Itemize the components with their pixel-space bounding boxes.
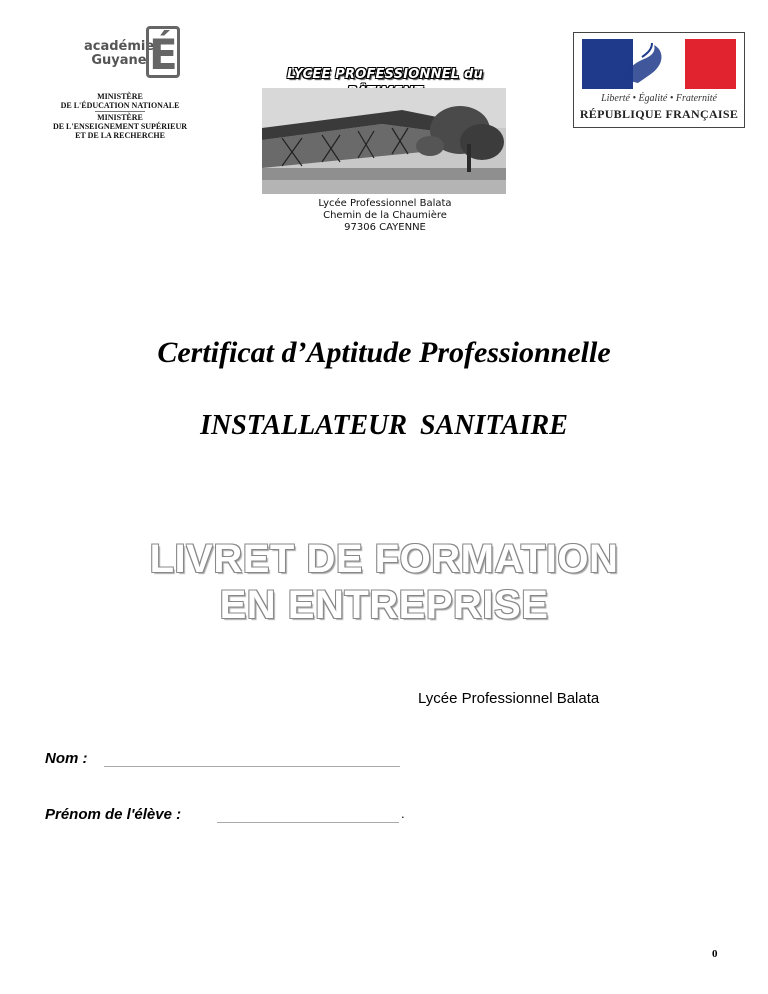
prenom-field[interactable] [217,804,399,823]
school-address [285,198,485,234]
livret-title [0,536,768,628]
academie-line2: Guyane [91,53,147,68]
address-line-2: Chemin de la Chaumière [323,210,447,221]
republique-francaise-logo [573,32,745,128]
building-photo [262,88,506,194]
address-line-3: 97306 CAYENNE [344,222,426,233]
academie-logo [84,40,154,68]
academie-line1: académie [84,39,155,54]
republique-motto: Liberté • Égalité • Fraternité [601,93,717,104]
ministry-1-title: MINISTÈRE [97,92,143,101]
marianne-flag-icon [582,39,736,89]
livret-title-line-1: LIVRET DE FORMATION [149,537,619,581]
ministry-1-name: DE L'ÉDUCATION NATIONALE [60,101,180,110]
school-name: Lycée Professionnel Balata [418,690,600,707]
lycee-banner: LYCEE PROFESSIONNEL du [287,67,483,82]
certificate-title: Certificat d’Aptitude Professionnelle [157,336,611,369]
academie-e-emblem: É [146,26,180,78]
prenom-suffix: . [401,806,405,821]
republique-name: RÉPUBLIQUE FRANÇAISE [579,107,739,121]
ministry-2-name-1: DE L'ENSEIGNEMENT SUPÉRIEUR [52,122,188,131]
ministry-2-name-2: ET DE LA RECHERCHE [75,131,165,140]
nom-field[interactable] [104,748,400,767]
livret-title-line-2: EN ENTREPRISE [219,583,549,627]
page-number: 0 [712,948,718,960]
nom-label: Nom : [45,750,88,767]
prenom-label: Prénom de l'élève : [45,806,182,823]
ministry-2-title: MINISTÈRE [97,113,143,122]
ministry-block [30,92,210,140]
building-illustration [262,88,506,194]
trade-title: INSTALLATEUR SANITAIRE [200,410,568,441]
address-line-1: Lycée Professionnel Balata [318,198,452,209]
ministry-divider [95,111,145,112]
